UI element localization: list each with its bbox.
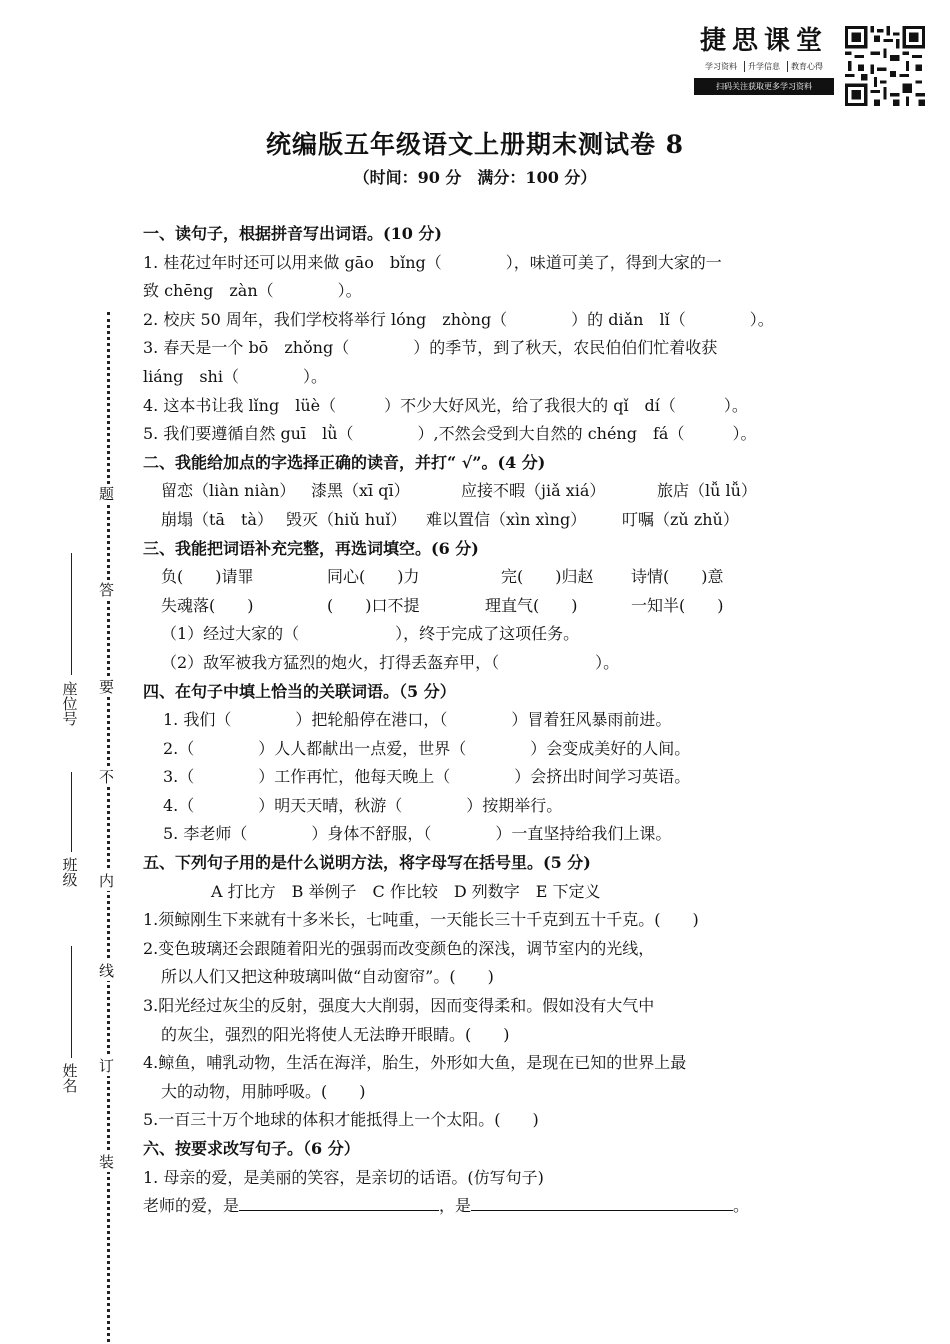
brand-tag: 升学信息 bbox=[744, 61, 783, 72]
method-question: 5.一百三十万个地球的体积才能抵得上一个太阳。( ) bbox=[143, 1110, 539, 1130]
binding-dotted-line bbox=[107, 312, 110, 1342]
question-line: 致 chēng zàn（ ）。 bbox=[143, 281, 362, 301]
binding-word: 不 bbox=[99, 768, 115, 786]
binding-word: 内 bbox=[99, 872, 115, 890]
question-line: 1. 桂花过年时还可以用来做 gāo bǐng（ ），味道可美了，得到大家的一 bbox=[143, 252, 722, 272]
section-2-heading: 二、我能给加点的字选择正确的读音，并打“ √”。(4 分) bbox=[143, 452, 546, 472]
binding-word: 装 bbox=[99, 1153, 115, 1171]
brand-logo bbox=[694, 26, 834, 95]
question-line: liáng shi（ ）。 bbox=[143, 366, 327, 386]
pronunciation-item[interactable]: 崩塌（tā tà） bbox=[161, 509, 273, 529]
binding-word: 线 bbox=[99, 962, 115, 980]
fill-sentence: （2）敌军被我方猛烈的炮火，打得丢盔弃甲，（ ）。 bbox=[161, 652, 620, 672]
answer-blank[interactable] bbox=[239, 1192, 439, 1211]
rewrite-answer-line bbox=[143, 1192, 823, 1221]
question-line: 3. 春天是一个 bō zhǒng（ ）的季节，到了秋天，农民伯伯们忙着收获 bbox=[143, 338, 718, 358]
pronunciation-item[interactable]: 漆黑（xī qī） bbox=[311, 481, 410, 501]
pronunciation-item[interactable]: 旅店（lǚ lǚ） bbox=[657, 481, 757, 501]
class-field[interactable] bbox=[71, 772, 72, 852]
method-question: 2.变色玻璃还会跟随着阳光的强弱而改变颜色的深浅，调节室内的光线， bbox=[143, 938, 655, 958]
pronunciation-item[interactable]: 应接不暇（jiǎ xiá） bbox=[461, 481, 606, 501]
question-line: 2. 校庆 50 周年，我们学校将举行 lóng zhòng（ ）的 diǎn lǐ（ ）。 bbox=[143, 309, 774, 329]
pronunciation-item[interactable]: 叮嘱（zǔ zhǔ） bbox=[622, 509, 739, 529]
binding-word: 订 bbox=[99, 1057, 115, 1075]
brand-banner: 扫码关注获取更多学习资料 bbox=[694, 78, 834, 95]
idiom-item[interactable]: 一知半( ) bbox=[631, 595, 724, 615]
answer-blank[interactable] bbox=[471, 1192, 733, 1211]
rewrite-question: 1. 母亲的爱，是美丽的笑容，是亲切的话语。(仿写句子) bbox=[143, 1167, 544, 1187]
answer-mid: ，是 bbox=[439, 1196, 472, 1216]
qr-code-icon[interactable] bbox=[845, 26, 925, 106]
idiom-item[interactable]: ( )口不提 bbox=[327, 595, 420, 615]
pronunciation-item[interactable]: 毁灭（hiǔ huǐ） bbox=[286, 509, 407, 529]
conjunction-item: 5. 李老师（ ）身体不舒服，（ ）一直坚持给我们上课。 bbox=[163, 824, 672, 844]
conjunction-item: 3.（ ）工作再忙，他每天晚上（ ）会挤出时间学习英语。 bbox=[163, 767, 691, 787]
idiom-item[interactable]: 诗情( )意 bbox=[631, 567, 724, 587]
method-question: 所以人们又把这种玻璃叫做“自动窗帘”。( ) bbox=[161, 967, 494, 987]
page-subtitle: （时间：90 分 满分：100 分） bbox=[353, 168, 597, 187]
idiom-item[interactable]: 同心( )力 bbox=[327, 567, 420, 587]
name-field[interactable] bbox=[71, 946, 72, 1058]
binding-word: 要 bbox=[99, 678, 115, 696]
brand-tag: 学习资料 bbox=[705, 62, 737, 71]
pronunciation-item[interactable]: 难以置信（xìn xìng） bbox=[426, 509, 587, 529]
pronunciation-item[interactable]: 留恋（liàn niàn） bbox=[161, 481, 296, 501]
section-5-heading: 五、下列句子用的是什么说明方法，将字母写在括号里。(5 分) bbox=[143, 853, 591, 873]
brand-name: 捷思课堂 bbox=[699, 26, 828, 56]
idiom-item[interactable]: 失魂落( ) bbox=[161, 595, 254, 615]
question-line: 5. 我们要遵循自然 guī lǜ（ ）,不然会受到大自然的 chéng fá（ ）。 bbox=[143, 424, 757, 444]
method-question: 3.阳光经过灰尘的反射，强度大大削弱，因而变得柔和。假如没有大气中 bbox=[143, 996, 655, 1016]
class-label: 班级 bbox=[62, 856, 78, 889]
question-line: 4. 这本书让我 lǐng lüè（ ）不少大好风光，给了我很大的 qǐ dí（ ）。 bbox=[143, 395, 748, 415]
name-label: 姓名 bbox=[62, 1062, 78, 1095]
method-question: 大的动物，用肺呼吸。( ) bbox=[161, 1081, 366, 1101]
seat-number-field[interactable] bbox=[71, 553, 72, 675]
brand-tag: 教育心得 bbox=[787, 61, 826, 72]
idiom-row bbox=[143, 592, 823, 621]
idiom-item[interactable]: 理直气( ) bbox=[485, 595, 578, 615]
fill-sentence: （1）经过大家的（ ），终于完成了这项任务。 bbox=[161, 624, 580, 644]
idiom-row bbox=[143, 563, 823, 592]
method-question: 1.须鲸刚生下来就有十多米长，七吨重，一天能长三十千克到五十千克。( ) bbox=[143, 910, 699, 930]
exam-content bbox=[143, 220, 823, 1221]
section-6-heading: 六、按要求改写句子。（6 分） bbox=[143, 1139, 360, 1158]
conjunction-item: 2.（ ）人人都献出一点爱，世界（ ）会变成美好的人间。 bbox=[163, 738, 691, 758]
idiom-item[interactable]: 完( )归赵 bbox=[501, 567, 594, 587]
method-question: 的灰尘，强烈的阳光将使人无法睁开眼睛。( ) bbox=[161, 1024, 510, 1044]
method-question: 4.鲸鱼，哺乳动物，生活在海洋，胎生，外形如大鱼，是现在已知的世界上最 bbox=[143, 1053, 687, 1073]
section-3-heading: 三、我能把词语补充完整，再选词填空。(6 分) bbox=[143, 538, 479, 558]
conjunction-item: 1. 我们（ ）把轮船停在港口，（ ）冒着狂风暴雨前进。 bbox=[163, 710, 672, 730]
binding-word: 答 bbox=[99, 581, 115, 599]
section-1-heading: 一、读句子，根据拼音写出词语。(10 分) bbox=[143, 224, 442, 243]
seat-number-label: 座位号 bbox=[62, 680, 78, 728]
answer-prefix: 老师的爱，是 bbox=[143, 1196, 240, 1216]
answer-end: 。 bbox=[733, 1196, 750, 1216]
pronunciation-row bbox=[143, 477, 823, 506]
page-title: 统编版五年级语文上册期末测试卷 8 bbox=[265, 130, 685, 159]
pronunciation-row bbox=[143, 506, 823, 535]
idiom-item[interactable]: 负( )请罪 bbox=[161, 567, 254, 587]
binding-word: 题 bbox=[99, 485, 115, 503]
method-options: A 打比方 B 举例子 C 作比较 D 列数字 E 下定义 bbox=[211, 881, 601, 901]
section-4-heading: 四、在句子中填上恰当的关联词语。（5 分） bbox=[143, 681, 456, 701]
conjunction-item: 4.（ ）明天天晴，秋游（ ）按期举行。 bbox=[163, 795, 563, 815]
brand-tags bbox=[694, 61, 834, 72]
